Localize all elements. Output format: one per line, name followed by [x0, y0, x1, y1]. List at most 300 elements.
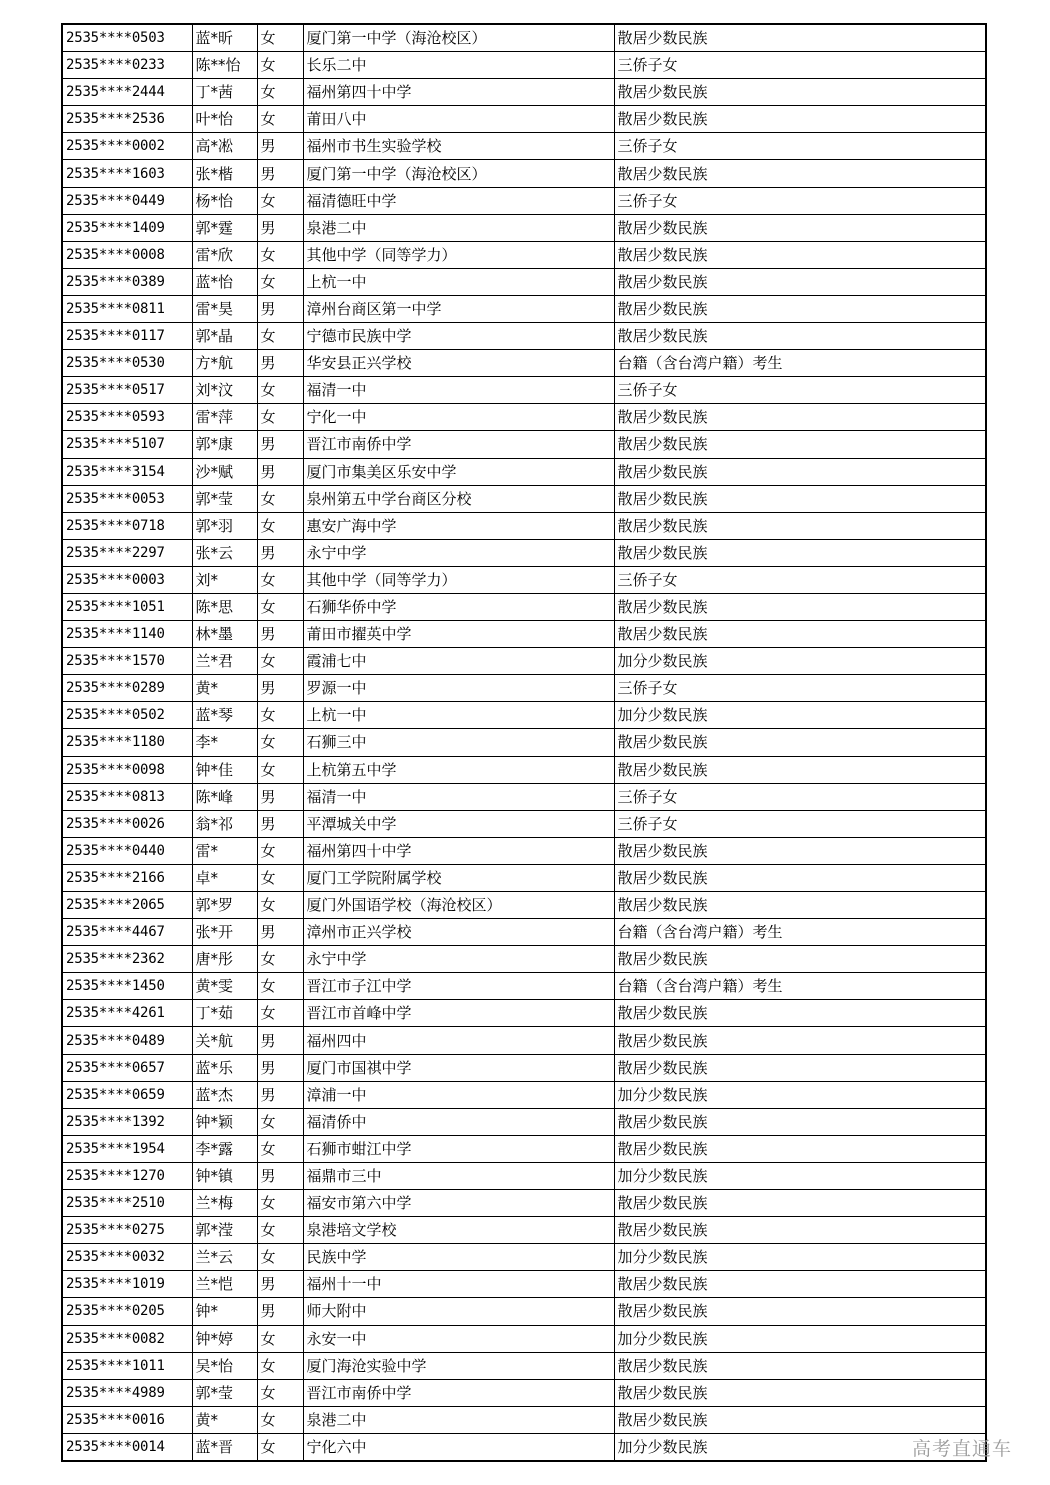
category-cell: 散居少数民族	[614, 404, 986, 431]
table-row	[62, 187, 986, 214]
name-cell: 雷*	[192, 837, 257, 864]
exam-id-cell: 2535****1392	[62, 1108, 192, 1135]
category-cell: 加分少数民族	[614, 1081, 986, 1108]
name-cell: 蓝*昕	[192, 24, 257, 52]
name-cell: 陈*峰	[192, 783, 257, 810]
gender-cell: 女	[257, 1325, 303, 1352]
table-row	[62, 892, 986, 919]
category-cell: 散居少数民族	[614, 946, 986, 973]
exam-id-cell: 2535****2362	[62, 946, 192, 973]
exam-id-cell: 2535****0813	[62, 783, 192, 810]
exam-id-cell: 2535****1051	[62, 593, 192, 620]
name-cell: 蓝*晋	[192, 1433, 257, 1461]
gender-cell: 女	[257, 973, 303, 1000]
category-cell: 散居少数民族	[614, 1379, 986, 1406]
name-cell: 张*开	[192, 919, 257, 946]
name-cell: 卓*	[192, 864, 257, 891]
category-cell: 散居少数民族	[614, 512, 986, 539]
category-cell: 三侨子女	[614, 187, 986, 214]
gender-cell: 女	[257, 187, 303, 214]
exam-id-cell: 2535****1019	[62, 1271, 192, 1298]
name-cell: 刘*汶	[192, 377, 257, 404]
category-cell: 散居少数民族	[614, 593, 986, 620]
school-cell: 平潭城关中学	[303, 810, 614, 837]
exam-id-cell: 2535****0517	[62, 377, 192, 404]
table-row	[62, 1135, 986, 1162]
table-row	[62, 241, 986, 268]
table-row	[62, 431, 986, 458]
name-cell: 沙*赋	[192, 458, 257, 485]
gender-cell: 男	[257, 919, 303, 946]
exam-id-cell: 2535****5107	[62, 431, 192, 458]
table-row	[62, 919, 986, 946]
name-cell: 郭*罗	[192, 892, 257, 919]
table-row	[62, 458, 986, 485]
category-cell: 台籍（含台湾户籍）考生	[614, 973, 986, 1000]
exam-id-cell: 2535****1603	[62, 160, 192, 187]
name-cell: 黄*	[192, 675, 257, 702]
table-row	[62, 1325, 986, 1352]
gender-cell: 女	[257, 323, 303, 350]
table-row	[62, 702, 986, 729]
gender-cell: 男	[257, 1054, 303, 1081]
category-cell: 散居少数民族	[614, 1271, 986, 1298]
exam-id-cell: 2535****0026	[62, 810, 192, 837]
table-row	[62, 214, 986, 241]
school-cell: 师大附中	[303, 1298, 614, 1325]
table-row	[62, 1352, 986, 1379]
category-cell: 散居少数民族	[614, 1352, 986, 1379]
gender-cell: 男	[257, 1027, 303, 1054]
name-cell: 刘*	[192, 566, 257, 593]
school-cell: 泉港二中	[303, 214, 614, 241]
gender-cell: 男	[257, 160, 303, 187]
table-body	[62, 24, 986, 1461]
school-cell: 上杭一中	[303, 268, 614, 295]
name-cell: 雷*萍	[192, 404, 257, 431]
name-cell: 蓝*琴	[192, 702, 257, 729]
table-row	[62, 539, 986, 566]
exam-id-cell: 2535****2065	[62, 892, 192, 919]
table-row	[62, 323, 986, 350]
table-row	[62, 566, 986, 593]
exam-id-cell: 2535****2510	[62, 1190, 192, 1217]
name-cell: 方*航	[192, 350, 257, 377]
table-row	[62, 864, 986, 891]
name-cell: 雷*昊	[192, 295, 257, 322]
name-cell: 林*墨	[192, 621, 257, 648]
exam-id-cell: 2535****2166	[62, 864, 192, 891]
name-cell: 兰*君	[192, 648, 257, 675]
gender-cell: 男	[257, 783, 303, 810]
exam-id-cell: 2535****0098	[62, 756, 192, 783]
category-cell: 散居少数民族	[614, 892, 986, 919]
table-row	[62, 295, 986, 322]
exam-id-cell: 2535****2536	[62, 106, 192, 133]
school-cell: 石狮华侨中学	[303, 593, 614, 620]
table-row	[62, 837, 986, 864]
name-cell: 蓝*乐	[192, 1054, 257, 1081]
school-cell: 永安一中	[303, 1325, 614, 1352]
exam-id-cell: 2535****0117	[62, 323, 192, 350]
exam-id-cell: 2535****0503	[62, 24, 192, 52]
category-cell: 三侨子女	[614, 810, 986, 837]
category-cell: 三侨子女	[614, 377, 986, 404]
school-cell: 宁化一中	[303, 404, 614, 431]
exam-id-cell: 2535****0389	[62, 268, 192, 295]
category-cell: 散居少数民族	[614, 621, 986, 648]
school-cell: 厦门工学院附属学校	[303, 864, 614, 891]
table-row	[62, 946, 986, 973]
category-cell: 散居少数民族	[614, 24, 986, 52]
school-cell: 永宁中学	[303, 946, 614, 973]
school-cell: 厦门外国语学校（海沧校区）	[303, 892, 614, 919]
gender-cell: 女	[257, 1135, 303, 1162]
exam-id-cell: 2535****0718	[62, 512, 192, 539]
table-row	[62, 268, 986, 295]
school-cell: 永宁中学	[303, 539, 614, 566]
exam-id-cell: 2535****0530	[62, 350, 192, 377]
school-cell: 福清一中	[303, 783, 614, 810]
gender-cell: 女	[257, 892, 303, 919]
school-cell: 福州四中	[303, 1027, 614, 1054]
category-cell: 散居少数民族	[614, 1027, 986, 1054]
table-row	[62, 1054, 986, 1081]
exam-id-cell: 2535****0289	[62, 675, 192, 702]
table-row	[62, 593, 986, 620]
name-cell: 郭*莹	[192, 1379, 257, 1406]
category-cell: 散居少数民族	[614, 1108, 986, 1135]
name-cell: 兰*梅	[192, 1190, 257, 1217]
category-cell: 散居少数民族	[614, 837, 986, 864]
school-cell: 泉州第五中学台商区分校	[303, 485, 614, 512]
table-row	[62, 783, 986, 810]
name-cell: 李*露	[192, 1135, 257, 1162]
category-cell: 散居少数民族	[614, 1000, 986, 1027]
school-cell: 漳州市正兴学校	[303, 919, 614, 946]
exam-id-cell: 2535****0053	[62, 485, 192, 512]
exam-id-cell: 2535****1011	[62, 1352, 192, 1379]
category-cell: 台籍（含台湾户籍）考生	[614, 350, 986, 377]
gender-cell: 女	[257, 864, 303, 891]
table-row	[62, 160, 986, 187]
school-cell: 厦门海沧实验中学	[303, 1352, 614, 1379]
table-row	[62, 404, 986, 431]
name-cell: 张*楷	[192, 160, 257, 187]
gender-cell: 女	[257, 52, 303, 79]
exam-id-cell: 2535****0489	[62, 1027, 192, 1054]
gender-cell: 女	[257, 566, 303, 593]
table-row	[62, 133, 986, 160]
table-row	[62, 1406, 986, 1433]
school-cell: 罗源一中	[303, 675, 614, 702]
school-cell: 福安市第六中学	[303, 1190, 614, 1217]
category-cell: 加分少数民族	[614, 1433, 986, 1461]
gender-cell: 男	[257, 350, 303, 377]
gender-cell: 女	[257, 1406, 303, 1433]
gender-cell: 男	[257, 675, 303, 702]
exam-id-cell: 2535****0659	[62, 1081, 192, 1108]
school-cell: 福清一中	[303, 377, 614, 404]
gender-cell: 女	[257, 756, 303, 783]
exam-id-cell: 2535****2444	[62, 79, 192, 106]
exam-id-cell: 2535****0275	[62, 1217, 192, 1244]
exam-id-cell: 2535****0082	[62, 1325, 192, 1352]
category-cell: 散居少数民族	[614, 756, 986, 783]
gender-cell: 女	[257, 702, 303, 729]
name-cell: 郭*晶	[192, 323, 257, 350]
school-cell: 福清侨中	[303, 1108, 614, 1135]
name-cell: 钟*婷	[192, 1325, 257, 1352]
exam-id-cell: 2535****4467	[62, 919, 192, 946]
category-cell: 加分少数民族	[614, 1162, 986, 1189]
table-row	[62, 1000, 986, 1027]
gender-cell: 女	[257, 241, 303, 268]
name-cell: 郭*羽	[192, 512, 257, 539]
gender-cell: 女	[257, 1379, 303, 1406]
school-cell: 福鼎市三中	[303, 1162, 614, 1189]
table-row	[62, 1027, 986, 1054]
category-cell: 三侨子女	[614, 133, 986, 160]
exam-id-cell: 2535****0657	[62, 1054, 192, 1081]
name-cell: 张*云	[192, 539, 257, 566]
exam-id-cell: 2535****1450	[62, 973, 192, 1000]
category-cell: 散居少数民族	[614, 458, 986, 485]
exam-id-cell: 2535****0502	[62, 702, 192, 729]
gender-cell: 男	[257, 458, 303, 485]
gender-cell: 女	[257, 946, 303, 973]
school-cell: 惠安广海中学	[303, 512, 614, 539]
school-cell: 泉港培文学校	[303, 1217, 614, 1244]
gender-cell: 女	[257, 268, 303, 295]
exam-id-cell: 2535****0008	[62, 241, 192, 268]
school-cell: 福清德旺中学	[303, 187, 614, 214]
gender-cell: 女	[257, 837, 303, 864]
exam-id-cell: 2535****1570	[62, 648, 192, 675]
exam-id-cell: 2535****0003	[62, 566, 192, 593]
table-row	[62, 1190, 986, 1217]
school-cell: 宁化六中	[303, 1433, 614, 1461]
category-cell: 散居少数民族	[614, 106, 986, 133]
name-cell: 钟*佳	[192, 756, 257, 783]
category-cell: 三侨子女	[614, 675, 986, 702]
category-cell: 散居少数民族	[614, 1217, 986, 1244]
exam-id-cell: 2535****0811	[62, 295, 192, 322]
gender-cell: 女	[257, 106, 303, 133]
gender-cell: 男	[257, 133, 303, 160]
gender-cell: 女	[257, 1190, 303, 1217]
category-cell: 加分少数民族	[614, 702, 986, 729]
exam-id-cell: 2535****0014	[62, 1433, 192, 1461]
table-row	[62, 648, 986, 675]
name-cell: 黄*雯	[192, 973, 257, 1000]
category-cell: 散居少数民族	[614, 485, 986, 512]
table-row	[62, 1162, 986, 1189]
category-cell: 散居少数民族	[614, 295, 986, 322]
school-cell: 石狮三中	[303, 729, 614, 756]
school-cell: 漳州台商区第一中学	[303, 295, 614, 322]
table-row	[62, 52, 986, 79]
school-cell: 上杭一中	[303, 702, 614, 729]
category-cell: 加分少数民族	[614, 648, 986, 675]
name-cell: 兰*云	[192, 1244, 257, 1271]
school-cell: 宁德市民族中学	[303, 323, 614, 350]
gender-cell: 女	[257, 485, 303, 512]
name-cell: 杨*怡	[192, 187, 257, 214]
name-cell: 黄*	[192, 1406, 257, 1433]
gender-cell: 女	[257, 1433, 303, 1461]
table-row	[62, 1433, 986, 1461]
table-row	[62, 810, 986, 837]
exam-id-cell: 2535****0449	[62, 187, 192, 214]
gender-cell: 女	[257, 404, 303, 431]
category-cell: 散居少数民族	[614, 268, 986, 295]
exam-id-cell: 2535****1140	[62, 621, 192, 648]
name-cell: 郭*康	[192, 431, 257, 458]
name-cell: 陈**怡	[192, 52, 257, 79]
gender-cell: 女	[257, 648, 303, 675]
category-cell: 散居少数民族	[614, 323, 986, 350]
name-cell: 郭*滢	[192, 1217, 257, 1244]
school-cell: 厦门第一中学（海沧校区）	[303, 160, 614, 187]
school-cell: 福州十一中	[303, 1271, 614, 1298]
name-cell: 郭*莹	[192, 485, 257, 512]
table-row	[62, 1298, 986, 1325]
category-cell: 散居少数民族	[614, 864, 986, 891]
school-cell: 莆田市擢英中学	[303, 621, 614, 648]
name-cell: 蓝*怡	[192, 268, 257, 295]
table-row	[62, 973, 986, 1000]
table-row	[62, 1081, 986, 1108]
exam-id-cell: 2535****0016	[62, 1406, 192, 1433]
gender-cell: 男	[257, 621, 303, 648]
school-cell: 厦门市国祺中学	[303, 1054, 614, 1081]
table-row	[62, 485, 986, 512]
category-cell: 加分少数民族	[614, 1244, 986, 1271]
gender-cell: 男	[257, 295, 303, 322]
table-row	[62, 756, 986, 783]
table-row	[62, 79, 986, 106]
name-cell: 钟*	[192, 1298, 257, 1325]
name-cell: 翁*祁	[192, 810, 257, 837]
gender-cell: 女	[257, 79, 303, 106]
name-cell: 兰*恺	[192, 1271, 257, 1298]
school-cell: 泉港二中	[303, 1406, 614, 1433]
school-cell: 福州第四十中学	[303, 79, 614, 106]
school-cell: 上杭第五中学	[303, 756, 614, 783]
exam-id-cell: 2535****0205	[62, 1298, 192, 1325]
gender-cell: 男	[257, 810, 303, 837]
gender-cell: 男	[257, 1271, 303, 1298]
exam-id-cell: 2535****1954	[62, 1135, 192, 1162]
school-cell: 其他中学（同等学力）	[303, 241, 614, 268]
table-row	[62, 24, 986, 52]
category-cell: 散居少数民族	[614, 241, 986, 268]
exam-id-cell: 2535****4989	[62, 1379, 192, 1406]
exam-id-cell: 2535****1180	[62, 729, 192, 756]
school-cell: 厦门市集美区乐安中学	[303, 458, 614, 485]
school-cell: 霞浦七中	[303, 648, 614, 675]
table-row	[62, 512, 986, 539]
gender-cell: 女	[257, 512, 303, 539]
school-cell: 晋江市南侨中学	[303, 1379, 614, 1406]
name-cell: 蓝*杰	[192, 1081, 257, 1108]
watermark-text: 高考直通车	[912, 1438, 1013, 1460]
category-cell: 散居少数民族	[614, 1054, 986, 1081]
student-list-table	[61, 23, 987, 1462]
school-cell: 福州第四十中学	[303, 837, 614, 864]
exam-id-cell: 2535****1270	[62, 1162, 192, 1189]
exam-id-cell: 2535****0233	[62, 52, 192, 79]
school-cell: 其他中学（同等学力）	[303, 566, 614, 593]
gender-cell: 女	[257, 1217, 303, 1244]
exam-id-cell: 2535****0440	[62, 837, 192, 864]
school-cell: 漳浦一中	[303, 1081, 614, 1108]
name-cell: 唐*彤	[192, 946, 257, 973]
category-cell: 散居少数民族	[614, 1298, 986, 1325]
name-cell: 李*	[192, 729, 257, 756]
table-row	[62, 377, 986, 404]
table-row	[62, 106, 986, 133]
table-row	[62, 1379, 986, 1406]
school-cell: 莆田八中	[303, 106, 614, 133]
category-cell: 散居少数民族	[614, 729, 986, 756]
table-row	[62, 675, 986, 702]
gender-cell: 女	[257, 377, 303, 404]
exam-id-cell: 2535****4261	[62, 1000, 192, 1027]
gender-cell: 女	[257, 1000, 303, 1027]
exam-id-cell: 2535****0002	[62, 133, 192, 160]
gender-cell: 女	[257, 593, 303, 620]
gender-cell: 男	[257, 1081, 303, 1108]
exam-id-cell: 2535****0593	[62, 404, 192, 431]
category-cell: 散居少数民族	[614, 1406, 986, 1433]
name-cell: 雷*欣	[192, 241, 257, 268]
table-row	[62, 729, 986, 756]
category-cell: 三侨子女	[614, 52, 986, 79]
exam-id-cell: 2535****3154	[62, 458, 192, 485]
name-cell: 高*凇	[192, 133, 257, 160]
category-cell: 加分少数民族	[614, 1325, 986, 1352]
exam-id-cell: 2535****0032	[62, 1244, 192, 1271]
gender-cell: 女	[257, 24, 303, 52]
category-cell: 散居少数民族	[614, 1190, 986, 1217]
school-cell: 长乐二中	[303, 52, 614, 79]
school-cell: 晋江市子江中学	[303, 973, 614, 1000]
name-cell: 钟*颖	[192, 1108, 257, 1135]
name-cell: 叶*怡	[192, 106, 257, 133]
category-cell: 散居少数民族	[614, 1135, 986, 1162]
category-cell: 散居少数民族	[614, 160, 986, 187]
gender-cell: 男	[257, 214, 303, 241]
school-cell: 民族中学	[303, 1244, 614, 1271]
table-row	[62, 1217, 986, 1244]
table-row	[62, 621, 986, 648]
category-cell: 散居少数民族	[614, 79, 986, 106]
table-row	[62, 1244, 986, 1271]
gender-cell: 男	[257, 539, 303, 566]
category-cell: 散居少数民族	[614, 539, 986, 566]
category-cell: 三侨子女	[614, 783, 986, 810]
gender-cell: 女	[257, 729, 303, 756]
table-row	[62, 1108, 986, 1135]
name-cell: 吴*怡	[192, 1352, 257, 1379]
gender-cell: 男	[257, 1162, 303, 1189]
name-cell: 郭*霆	[192, 214, 257, 241]
gender-cell: 男	[257, 1298, 303, 1325]
exam-id-cell: 2535****1409	[62, 214, 192, 241]
table-row	[62, 1271, 986, 1298]
